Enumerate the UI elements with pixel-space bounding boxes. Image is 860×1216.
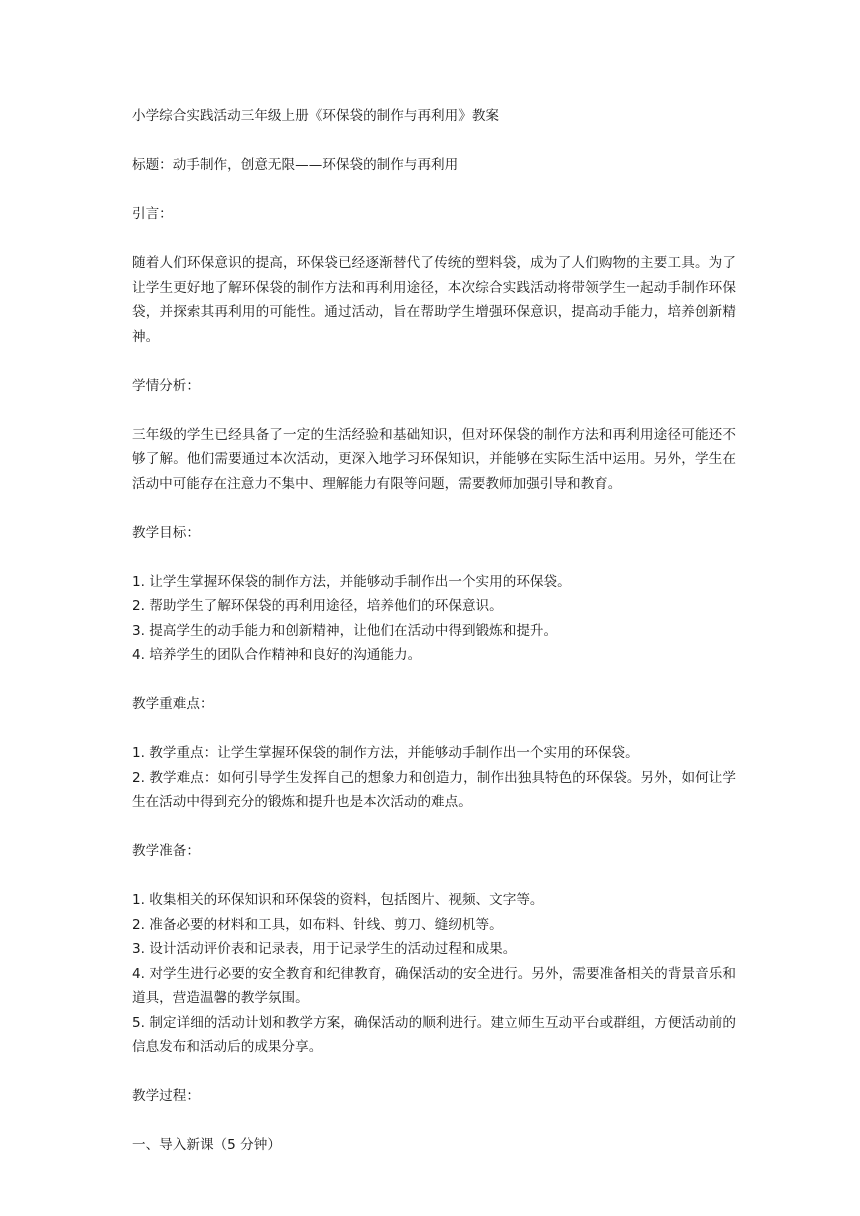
intro-heading: 引言： [132, 206, 173, 222]
intro-paragraph: 随着人们环保意识的提高，环保袋已经逐渐替代了传统的塑料袋，成为了人们购物的主要工具。为了让学生更好地了解环保袋的制作方法和再利用途径，本次综合实践活动将带领学生一起动手制作环保袋，并探索其再利用的可能性。通过活动，旨在帮助学生增强环保意识，提高动手能力，培养创新精神。 [132, 255, 736, 345]
goals-list-item: 3. 提高学生的动手能力和创新精神，让他们在活动中得到锻炼和提升。 [132, 622, 558, 639]
lesson-subtitle: 标题：动手制作，创意无限——环保袋的制作与再利用 [132, 157, 459, 173]
goals-list-item: 4. 培养学生的团队合作精神和良好的沟通能力。 [132, 647, 422, 663]
document-title: 小学综合实践活动三年级上册《环保袋的制作与再利用》教案 [132, 108, 500, 124]
preparation-list [132, 888, 736, 1060]
preparation-list-item: 2. 准备必要的材料和工具，如布料、针线、剪刀、缝纫机等。 [132, 916, 503, 933]
goals-heading: 教学目标： [132, 524, 200, 541]
preparation-heading: 教学准备： [132, 843, 200, 859]
key-points-list-item: 1. 教学重点：让学生掌握环保袋的制作方法，并能够动手制作出一个实用的环保袋。 [132, 745, 639, 761]
key-points-list [132, 741, 736, 815]
document-body [132, 104, 736, 1158]
key-points-heading: 教学重难点： [132, 696, 214, 712]
analysis-heading: 学情分析： [132, 377, 200, 394]
goals-list [132, 570, 736, 668]
preparation-list-item: 4. 对学生进行必要的安全教育和纪律教育，确保活动的安全进行。另外，需要准备相关的背景音乐和道具，营造温馨的教学氛围。 [132, 965, 736, 1006]
goals-list-item: 1. 让学生掌握环保袋的制作方法，并能够动手制作出一个实用的环保袋。 [132, 573, 571, 590]
process-heading: 教学过程： [132, 1088, 200, 1104]
key-points-list-item: 2. 教学难点：如何引导学生发挥自己的想象力和创造力，制作出独具特色的环保袋。另外，如何让学生在活动中得到充分的锻炼和提升也是本次活动的难点。 [132, 769, 736, 810]
process-step-heading: 一、导入新课（5 分钟） [132, 1137, 281, 1153]
preparation-list-item: 3. 设计活动评价表和记录表，用于记录学生的活动过程和成果。 [132, 941, 517, 957]
preparation-list-item: 1. 收集相关的环保知识和环保袋的资料，包括图片、视频、文字等。 [132, 892, 544, 908]
analysis-paragraph: 三年级的学生已经具备了一定的生活经验和基础知识，但对环保袋的制作方法和再利用途径可能还不够了解。他们需要通过本次活动，更深入地学习环保知识，并能够在实际生活中运用。另外，学生在活动中可能存在注意力不集中、理解能力有限等问题，需要教师加强引导和教育。 [132, 426, 736, 492]
preparation-list-item: 5. 制定详细的活动计划和教学方案，确保活动的顺利进行。建立师生互动平台或群组，方便活动前的信息发布和活动后的成果分享。 [132, 1014, 736, 1055]
goals-list-item: 2. 帮助学生了解环保袋的再利用途径，培养他们的环保意识。 [132, 598, 503, 614]
